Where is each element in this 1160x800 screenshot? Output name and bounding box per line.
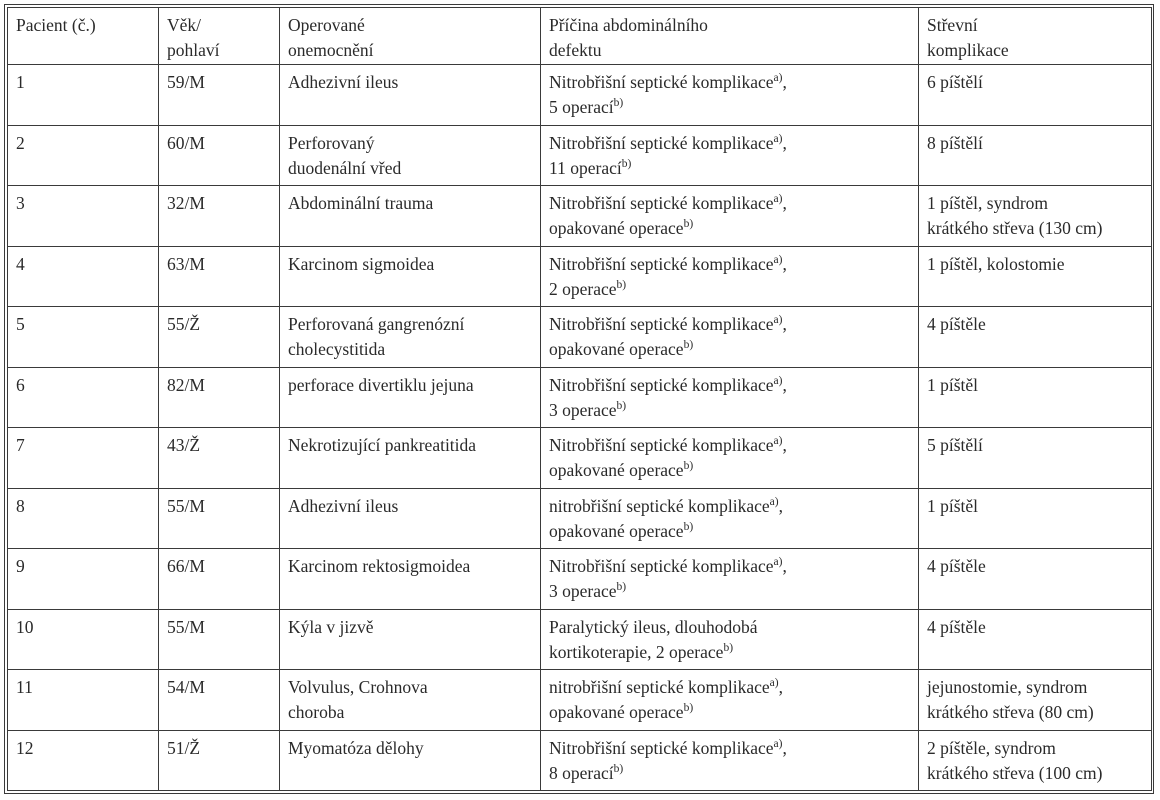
pricina-line bbox=[549, 494, 910, 519]
pacient-number: 8 bbox=[16, 495, 25, 516]
header-vek-line: Věk/ bbox=[167, 15, 202, 35]
header-onemocneni-line: onemocnění bbox=[288, 40, 374, 60]
header-onemocneni bbox=[280, 8, 541, 65]
komplikace-line: 8 píštělí bbox=[927, 132, 983, 153]
cell-pacient bbox=[8, 367, 159, 428]
onemocneni-line: Perforovaný bbox=[288, 132, 375, 153]
cell-komplikace bbox=[919, 125, 1152, 186]
pricina-line bbox=[549, 131, 910, 156]
pricina-line bbox=[549, 312, 910, 337]
footnote-marker: a) bbox=[773, 374, 783, 387]
footnote-marker: b) bbox=[616, 581, 627, 594]
onemocneni-line: Adhezivní ileus bbox=[288, 72, 399, 92]
pacient-number: 10 bbox=[16, 616, 34, 637]
header-pricina bbox=[541, 8, 919, 65]
footnote-marker: b) bbox=[616, 278, 627, 291]
komplikace-line: 1 píštěl, kolostomie bbox=[927, 253, 1065, 274]
cell-pricina bbox=[541, 65, 919, 126]
pacient-number: 12 bbox=[16, 737, 34, 758]
pacient-number: 3 bbox=[16, 193, 25, 213]
onemocneni-line: Myomatóza dělohy bbox=[288, 737, 424, 758]
vek-pohlavi-value: 60/M bbox=[167, 132, 205, 153]
cell-pacient bbox=[8, 307, 159, 368]
pricina-text: nitrobřišní septické komplikace bbox=[549, 495, 770, 516]
pricina-text: Nitrobřišní septické komplikace bbox=[549, 435, 774, 455]
cell-vek-pohlavi bbox=[159, 307, 280, 368]
table-row bbox=[8, 670, 1152, 731]
footnote-marker: b) bbox=[683, 702, 694, 715]
cell-pricina bbox=[541, 730, 919, 791]
cell-pricina bbox=[541, 186, 919, 247]
cell-vek-pohlavi bbox=[159, 125, 280, 186]
comma-separator: , bbox=[782, 737, 787, 758]
pricina-text: opakované operace bbox=[549, 702, 684, 722]
pricina-line bbox=[549, 156, 910, 181]
cell-pacient bbox=[8, 246, 159, 307]
comma-separator: , bbox=[782, 435, 787, 455]
header-pacient bbox=[8, 8, 159, 65]
footnote-marker: b) bbox=[613, 762, 624, 775]
header-pricina-line: Příčina abdominálního bbox=[549, 15, 708, 35]
komplikace-line: 2 píštěle, syndrom bbox=[927, 737, 1056, 758]
cell-onemocneni bbox=[280, 367, 541, 428]
pricina-line bbox=[549, 252, 910, 277]
pricina-line bbox=[549, 640, 910, 665]
komplikace-line: 4 píštěle bbox=[927, 556, 986, 576]
onemocneni-line: choroba bbox=[288, 702, 345, 722]
footnote-marker: a) bbox=[769, 677, 779, 690]
pricina-text: 3 operace bbox=[549, 399, 617, 420]
comma-separator: , bbox=[782, 314, 787, 334]
cell-komplikace bbox=[919, 549, 1152, 610]
pricina-line bbox=[549, 458, 910, 483]
pricina-line bbox=[549, 761, 910, 786]
komplikace-line: 1 píštěl, syndrom bbox=[927, 193, 1049, 213]
cell-komplikace bbox=[919, 488, 1152, 549]
cell-pacient bbox=[8, 125, 159, 186]
cell-pricina bbox=[541, 246, 919, 307]
comma-separator: , bbox=[778, 677, 783, 697]
cell-vek-pohlavi bbox=[159, 609, 280, 670]
cell-pacient bbox=[8, 730, 159, 791]
cell-pacient bbox=[8, 609, 159, 670]
cell-onemocneni bbox=[280, 428, 541, 489]
cell-vek-pohlavi bbox=[159, 367, 280, 428]
komplikace-line: 5 píštělí bbox=[927, 435, 983, 455]
footnote-marker: b) bbox=[613, 97, 624, 110]
pricina-text: Nitrobřišní septické komplikace bbox=[549, 314, 774, 334]
footnote-marker: a) bbox=[773, 556, 783, 569]
pricina-text: 8 operací bbox=[549, 762, 614, 783]
vek-pohlavi-value: 55/M bbox=[167, 616, 205, 637]
pricina-text: Nitrobřišní septické komplikace bbox=[549, 193, 774, 213]
table-header-row bbox=[8, 8, 1152, 65]
patients-table bbox=[7, 7, 1152, 791]
table-row bbox=[8, 307, 1152, 368]
pricina-line bbox=[549, 70, 910, 95]
comma-separator: , bbox=[782, 253, 787, 274]
header-vek bbox=[159, 8, 280, 65]
pricina-line bbox=[549, 398, 910, 423]
cell-vek-pohlavi bbox=[159, 549, 280, 610]
cell-komplikace bbox=[919, 609, 1152, 670]
footnote-marker: a) bbox=[773, 193, 783, 206]
cell-pacient bbox=[8, 186, 159, 247]
comma-separator: , bbox=[782, 72, 787, 92]
footnote-marker: a) bbox=[773, 72, 783, 85]
vek-pohlavi-value: 55/Ž bbox=[167, 314, 201, 334]
cell-onemocneni bbox=[280, 730, 541, 791]
table-row bbox=[8, 609, 1152, 670]
footnote-marker: b) bbox=[683, 520, 694, 533]
onemocneni-line: Kýla v jizvě bbox=[288, 616, 374, 637]
pacient-number: 7 bbox=[16, 435, 25, 455]
pricina-line bbox=[549, 579, 910, 604]
cell-onemocneni bbox=[280, 125, 541, 186]
header-komplikace-line: komplikace bbox=[927, 40, 1009, 60]
cell-pricina bbox=[541, 549, 919, 610]
header-vek-line: pohlaví bbox=[167, 40, 220, 60]
header-pacient-line: Pacient (č.) bbox=[16, 15, 96, 35]
vek-pohlavi-value: 59/M bbox=[167, 72, 205, 92]
cell-pacient bbox=[8, 488, 159, 549]
komplikace-line: krátkého střeva (130 cm) bbox=[927, 218, 1103, 238]
vek-pohlavi-value: 54/M bbox=[167, 677, 205, 697]
onemocneni-line: Volvulus, Crohnova bbox=[288, 677, 428, 697]
cell-onemocneni bbox=[280, 246, 541, 307]
onemocneni-line: Nekrotizující pankreatitida bbox=[288, 435, 477, 455]
cell-onemocneni bbox=[280, 186, 541, 247]
cell-pricina bbox=[541, 488, 919, 549]
cell-pricina bbox=[541, 670, 919, 731]
pricina-line bbox=[549, 373, 910, 398]
table-row bbox=[8, 125, 1152, 186]
comma-separator: , bbox=[782, 132, 787, 153]
cell-pacient bbox=[8, 65, 159, 126]
pacient-number: 11 bbox=[16, 677, 33, 697]
onemocneni-line: Karcinom rektosigmoidea bbox=[288, 556, 471, 576]
pricina-text: 3 operace bbox=[549, 581, 617, 601]
pricina-line bbox=[549, 519, 910, 544]
table-row bbox=[8, 549, 1152, 610]
cell-onemocneni bbox=[280, 670, 541, 731]
table-row bbox=[8, 186, 1152, 247]
cell-komplikace bbox=[919, 730, 1152, 791]
vek-pohlavi-value: 55/M bbox=[167, 495, 205, 516]
vek-pohlavi-value: 82/M bbox=[167, 374, 205, 395]
cell-pricina bbox=[541, 609, 919, 670]
pricina-line bbox=[549, 216, 910, 241]
cell-pacient bbox=[8, 428, 159, 489]
footnote-marker: a) bbox=[773, 314, 783, 327]
cell-komplikace bbox=[919, 670, 1152, 731]
pricina-text: nitrobřišní septické komplikace bbox=[549, 677, 770, 697]
pricina-text: opakované operace bbox=[549, 339, 684, 359]
comma-separator: , bbox=[778, 495, 783, 516]
pricina-text: Nitrobřišní septické komplikace bbox=[549, 556, 774, 576]
footnote-marker: b) bbox=[683, 339, 694, 352]
pricina-text: Paralytický ileus, dlouhodobá bbox=[549, 616, 758, 637]
pricina-text: opakované operace bbox=[549, 460, 684, 480]
komplikace-line: krátkého střeva (80 cm) bbox=[927, 702, 1094, 722]
onemocneni-line: perforace divertiklu jejuna bbox=[288, 374, 474, 395]
cell-vek-pohlavi bbox=[159, 730, 280, 791]
comma-separator: , bbox=[782, 193, 787, 213]
komplikace-line: krátkého střeva (100 cm) bbox=[927, 762, 1103, 783]
table-row bbox=[8, 488, 1152, 549]
table-row bbox=[8, 730, 1152, 791]
vek-pohlavi-value: 51/Ž bbox=[167, 737, 201, 758]
pricina-text: Nitrobřišní septické komplikace bbox=[549, 374, 774, 395]
cell-komplikace bbox=[919, 186, 1152, 247]
onemocneni-line: Karcinom sigmoidea bbox=[288, 253, 435, 274]
pricina-line bbox=[549, 700, 910, 725]
cell-onemocneni bbox=[280, 609, 541, 670]
footnote-marker: a) bbox=[769, 495, 779, 508]
pricina-text: 5 operací bbox=[549, 97, 614, 117]
header-komplikace-line: Střevní bbox=[927, 15, 978, 35]
komplikace-line: 1 píštěl bbox=[927, 495, 979, 516]
pacient-number: 5 bbox=[16, 314, 25, 334]
footnote-marker: b) bbox=[723, 641, 734, 654]
onemocneni-line: cholecystitida bbox=[288, 339, 386, 359]
pricina-text: kortikoterapie, 2 operace bbox=[549, 641, 724, 662]
cell-vek-pohlavi bbox=[159, 488, 280, 549]
pacient-number: 4 bbox=[16, 253, 25, 274]
cell-pricina bbox=[541, 307, 919, 368]
pricina-text: Nitrobřišní septické komplikace bbox=[549, 253, 774, 274]
cell-komplikace bbox=[919, 65, 1152, 126]
komplikace-line: 6 píštělí bbox=[927, 72, 983, 92]
onemocneni-line: Perforovaná gangrenózní bbox=[288, 314, 465, 334]
cell-komplikace bbox=[919, 367, 1152, 428]
pricina-text: opakované operace bbox=[549, 520, 684, 541]
vek-pohlavi-value: 43/Ž bbox=[167, 435, 201, 455]
footnote-marker: b) bbox=[683, 460, 694, 473]
cell-onemocneni bbox=[280, 65, 541, 126]
cell-pricina bbox=[541, 367, 919, 428]
onemocneni-line: Adhezivní ileus bbox=[288, 495, 399, 516]
cell-vek-pohlavi bbox=[159, 65, 280, 126]
cell-komplikace bbox=[919, 246, 1152, 307]
pricina-line bbox=[549, 337, 910, 362]
cell-onemocneni bbox=[280, 307, 541, 368]
cell-onemocneni bbox=[280, 488, 541, 549]
pricina-text: Nitrobřišní septické komplikace bbox=[549, 132, 774, 153]
pricina-text: Nitrobřišní septické komplikace bbox=[549, 737, 774, 758]
pricina-text: opakované operace bbox=[549, 218, 684, 238]
pacient-number: 6 bbox=[16, 374, 25, 395]
pacient-number: 9 bbox=[16, 556, 25, 576]
cell-vek-pohlavi bbox=[159, 428, 280, 489]
cell-vek-pohlavi bbox=[159, 670, 280, 731]
footnote-marker: a) bbox=[773, 435, 783, 448]
cell-vek-pohlavi bbox=[159, 186, 280, 247]
pacient-number: 2 bbox=[16, 132, 25, 153]
cell-pricina bbox=[541, 125, 919, 186]
pricina-line bbox=[549, 277, 910, 302]
cell-vek-pohlavi bbox=[159, 246, 280, 307]
vek-pohlavi-value: 32/M bbox=[167, 193, 205, 213]
footnote-marker: b) bbox=[616, 399, 627, 412]
pricina-line bbox=[549, 615, 910, 640]
pricina-line bbox=[549, 191, 910, 216]
pricina-text: 11 operací bbox=[549, 157, 622, 178]
pricina-line bbox=[549, 95, 910, 120]
header-pricina-line: defektu bbox=[549, 40, 602, 60]
komplikace-line: jejunostomie, syndrom bbox=[927, 677, 1088, 697]
pacient-number: 1 bbox=[16, 72, 25, 92]
table-row bbox=[8, 367, 1152, 428]
vek-pohlavi-value: 66/M bbox=[167, 556, 205, 576]
pricina-text: 2 operace bbox=[549, 278, 617, 299]
pricina-line bbox=[549, 736, 910, 761]
cell-pacient bbox=[8, 670, 159, 731]
footnote-marker: b) bbox=[621, 157, 632, 170]
footnote-marker: b) bbox=[683, 218, 694, 231]
komplikace-line: 1 píštěl bbox=[927, 374, 979, 395]
cell-komplikace bbox=[919, 428, 1152, 489]
table-row bbox=[8, 428, 1152, 489]
vek-pohlavi-value: 63/M bbox=[167, 253, 205, 274]
pricina-line bbox=[549, 433, 910, 458]
footnote-marker: a) bbox=[773, 132, 783, 145]
cell-onemocneni bbox=[280, 549, 541, 610]
table-row bbox=[8, 65, 1152, 126]
pricina-line bbox=[549, 554, 910, 579]
comma-separator: , bbox=[782, 556, 787, 576]
komplikace-line: 4 píštěle bbox=[927, 616, 986, 637]
footnote-marker: a) bbox=[773, 737, 783, 750]
cell-komplikace bbox=[919, 307, 1152, 368]
footnote-marker: a) bbox=[773, 253, 783, 266]
table-body bbox=[8, 65, 1152, 791]
pricina-text: Nitrobřišní septické komplikace bbox=[549, 72, 774, 92]
pricina-line bbox=[549, 675, 910, 700]
comma-separator: , bbox=[782, 374, 787, 395]
header-onemocneni-line: Operované bbox=[288, 15, 365, 35]
onemocneni-line: duodenální vřed bbox=[288, 157, 402, 178]
table-row bbox=[8, 246, 1152, 307]
cell-pacient bbox=[8, 549, 159, 610]
komplikace-line: 4 píštěle bbox=[927, 314, 986, 334]
cell-pricina bbox=[541, 428, 919, 489]
header-komplikace bbox=[919, 8, 1152, 65]
onemocneni-line: Abdominální trauma bbox=[288, 193, 434, 213]
